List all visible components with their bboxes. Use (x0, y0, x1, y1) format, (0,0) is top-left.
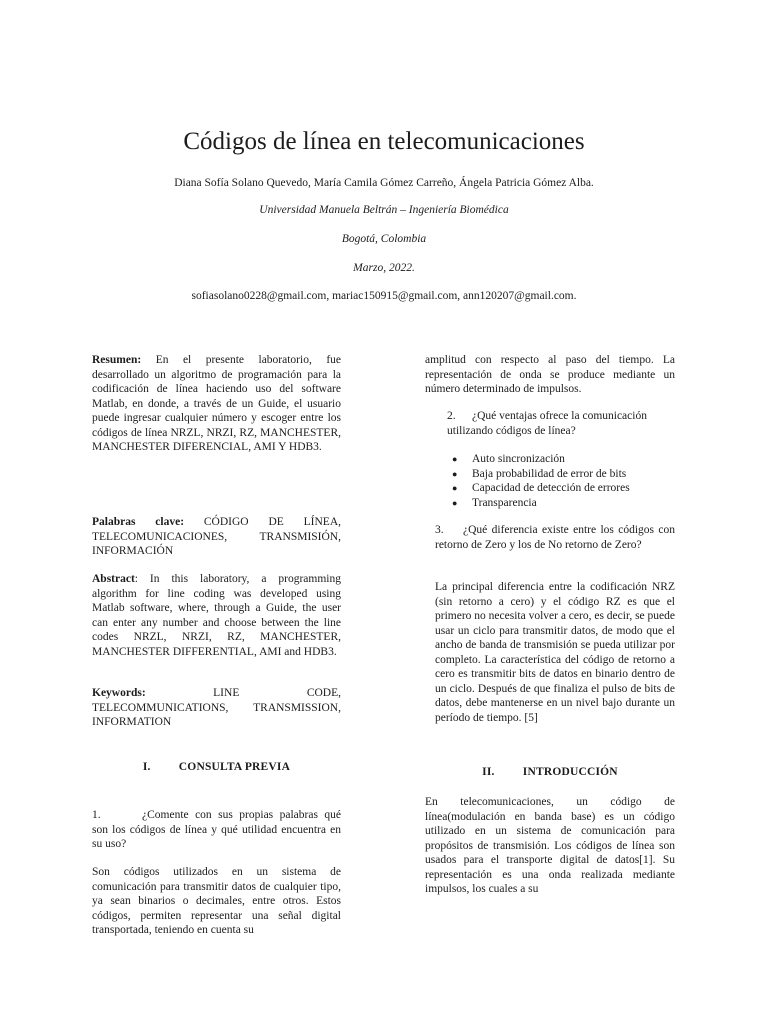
intro-text: En telecomunicaciones, un código de línea(modulación en banda base) es un código utilizado en un sistema de comunicación para propósitos de transmisión. Los códigos de línea son usados para el transporte digital de datos[1]. Su representación es una onda realizada mediante impulsos, los cuales a su (425, 796, 675, 895)
palabras-clave-text: CÓDIGO DE LÍNEA, TELECOMUNICACIONES, TRANSMISIÓN, INFORMACIÓN (92, 516, 341, 557)
abstract-text: : In this laboratory, a programming algorithm for line coding was developed using Matlab software, where, through a Guide, the user can enter any number and choose between the line codes NRZL, NRZI, RZ, MANCHESTER, MANCHESTER DIFFERENTIAL, AMI and HDB3. (92, 573, 341, 658)
q1-text: ¿Comente con sus propias palabras qué son los códigos de línea y qué utilidad encuentra en su uso? (92, 809, 341, 850)
resumen-label: Resumen: (92, 354, 142, 366)
emails: sofiasolano0228@gmail.com, mariac150915@gmail.com, ann120207@gmail.com. (191, 290, 577, 302)
resumen-text: En el presente laboratorio, fue desarrollado un algoritmo de programación para la codificación de línea haciendo uso del software Matlab, en donde, a través de un Guide, el usuario puede ingresar cualquier número y escoger entre los códigos de línea NRZL, NRZI, RZ, MANCHESTER, MANCHESTER DIFERENCIAL, AMI Y HDB3. (92, 354, 341, 453)
section1-numeral: I. (142, 761, 151, 773)
list-item: ● Transparencia (452, 496, 537, 509)
list-item: ● Baja probabilidad de error de bits (452, 467, 627, 480)
bullet-icon: ● (452, 468, 458, 479)
authors: Diana Sofía Solano Quevedo, María Camila Gómez Carreño, Ángela Patricia Gómez Alba. (174, 177, 594, 189)
q3-number: 3. (435, 524, 444, 536)
q3-text: ¿Qué diferencia existe entre los códigos con retorno de Zero y los de No retorno de Zero? (435, 524, 675, 551)
palabras-clave-paragraph (92, 515, 341, 559)
abstract-paragraph (92, 572, 341, 659)
palabras-clave-label: Palabras clave: (92, 516, 185, 528)
a3-text: La principal diferencia entre la codificación NRZ (sin retorno a cero) y el código RZ es que el primero no necesita volver a cero, es decir, se puede usar un ciclo para transmitir datos, de modo que el ancho de banda de transmisión se pueda utilizar por completo. La característica del código de retorno a cero es transmitir bits de datos en binario dentro de un ciclo. Después de que finaliza el pulso de bits de datos, debe mantenerse en un nivel bajo durante un período de tiempo. [5] (435, 581, 675, 724)
bullet-icon: ● (452, 483, 458, 493)
q1-number: 1. (92, 809, 101, 821)
a1-cont-text: amplitud con respecto al paso del tiempo. La representación de onda se produce mediante un número determinado de impulsos. (425, 354, 675, 395)
introduccion-paragraph (425, 795, 675, 897)
advantages-list (425, 452, 675, 510)
keywords-paragraph (92, 686, 341, 730)
bullet-icon: ● (452, 497, 458, 508)
list-item: ● Capacidad de detección de errores (452, 482, 630, 494)
section-heading-introduccion (425, 765, 675, 780)
section-heading-consulta (92, 760, 341, 775)
q2-number: 2. (447, 410, 456, 422)
question-3 (435, 523, 675, 552)
list-item: ● Auto sincronización (452, 453, 565, 465)
affiliation: Universidad Manuela Beltrán – Ingeniería Biomédica (259, 204, 509, 216)
section1-title: CONSULTA PREVIA (178, 761, 291, 773)
location: Bogotá, Colombia (341, 233, 427, 245)
keywords-label: Keywords: (92, 687, 146, 699)
paper-title: Códigos de línea en telecomunicaciones (183, 128, 585, 155)
section2-title: INTRODUCCIÓN (522, 766, 618, 778)
answer-1-continued (425, 353, 675, 397)
a1-text: Son códigos utilizados en un sistema de comunicación para transmitir datos de cualquier tipo, ya sean binarios o decimales, entre otros. Estos códigos, permiten representar una señal digital transportada, teniendo en cuenta su (92, 866, 341, 936)
section2-numeral: II. (482, 766, 495, 778)
question-1 (92, 808, 341, 852)
abstract-label: Abstract (92, 573, 135, 585)
bullet-icon: ● (452, 454, 458, 464)
date: Marzo, 2022. (353, 262, 415, 274)
answer-3 (435, 580, 675, 725)
keywords-text: LINE CODE, TELECOMMUNICATIONS, TRANSMISSION, INFORMATION (92, 687, 341, 728)
resumen-paragraph (92, 353, 341, 455)
q2-text: ¿Qué ventajas ofrece la comunicación utilizando códigos de línea? (447, 410, 647, 437)
answer-1 (92, 865, 341, 938)
question-2 (447, 409, 675, 438)
